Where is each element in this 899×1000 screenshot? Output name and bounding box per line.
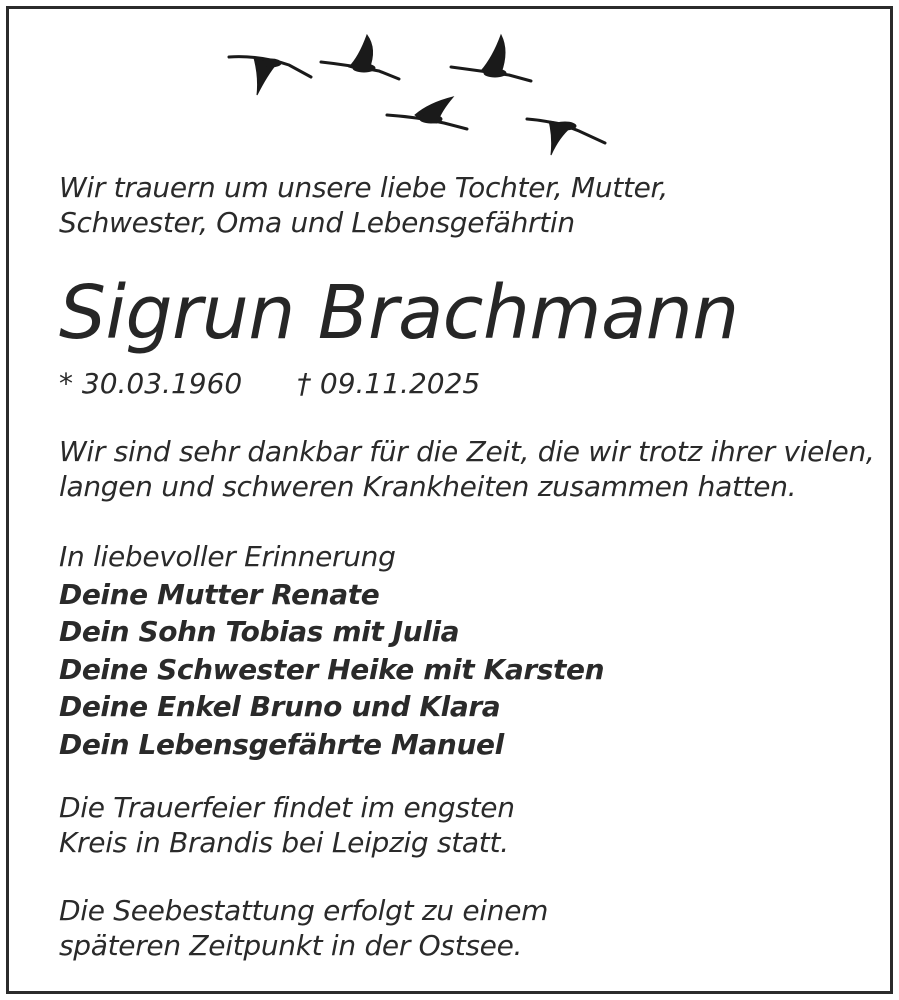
burial-line: Die Seebestattung erfolgt zu einem	[59, 894, 549, 927]
birth-date: * 30.03.1960	[59, 367, 243, 400]
thanks-line: langen und schweren Krankheiten zusammen hatten.	[59, 470, 797, 503]
mourners-heading: In liebevoller Erinnerung	[59, 540, 396, 573]
mourner-name: Deine Schwester Heike mit Karsten	[59, 652, 605, 686]
life-dates	[59, 366, 481, 402]
deceased-name: Sigrun Brachmann	[59, 270, 739, 356]
mourners-list	[59, 538, 604, 763]
mourner-name: Deine Mutter Renate	[59, 577, 380, 611]
mourner-name: Dein Sohn Tobias mit Julia	[59, 615, 460, 648]
thanks-text	[59, 434, 875, 504]
ceremony-line: Kreis in Brandis bei Leipzig statt.	[59, 826, 509, 859]
death-date: † 09.11.2025	[297, 367, 481, 400]
mourner-name: Dein Lebensgefährte Manuel	[59, 727, 504, 761]
crane-icon	[321, 35, 399, 79]
obituary-card	[6, 6, 893, 994]
burial-line: späteren Zeitpunkt in der Ostsee.	[59, 929, 523, 962]
crane-icon	[387, 97, 467, 129]
ceremony-notice	[59, 790, 515, 860]
ceremony-line: Die Trauerfeier findet im engsten	[59, 791, 515, 824]
intro-line: Schwester, Oma und Lebensgefährtin	[59, 206, 575, 239]
burial-notice	[59, 893, 548, 963]
crane-icon	[451, 35, 531, 81]
flying-cranes-icon	[219, 27, 619, 157]
thanks-line: Wir sind sehr dankbar für die Zeit, die wir trotz ihrer vielen,	[59, 435, 875, 468]
crane-icon	[229, 57, 311, 95]
intro-text	[59, 170, 668, 240]
mourner-name: Deine Enkel Bruno und Klara	[59, 690, 501, 723]
crane-icon	[527, 119, 605, 155]
intro-line: Wir trauern um unsere liebe Tochter, Mutter,	[59, 171, 668, 204]
